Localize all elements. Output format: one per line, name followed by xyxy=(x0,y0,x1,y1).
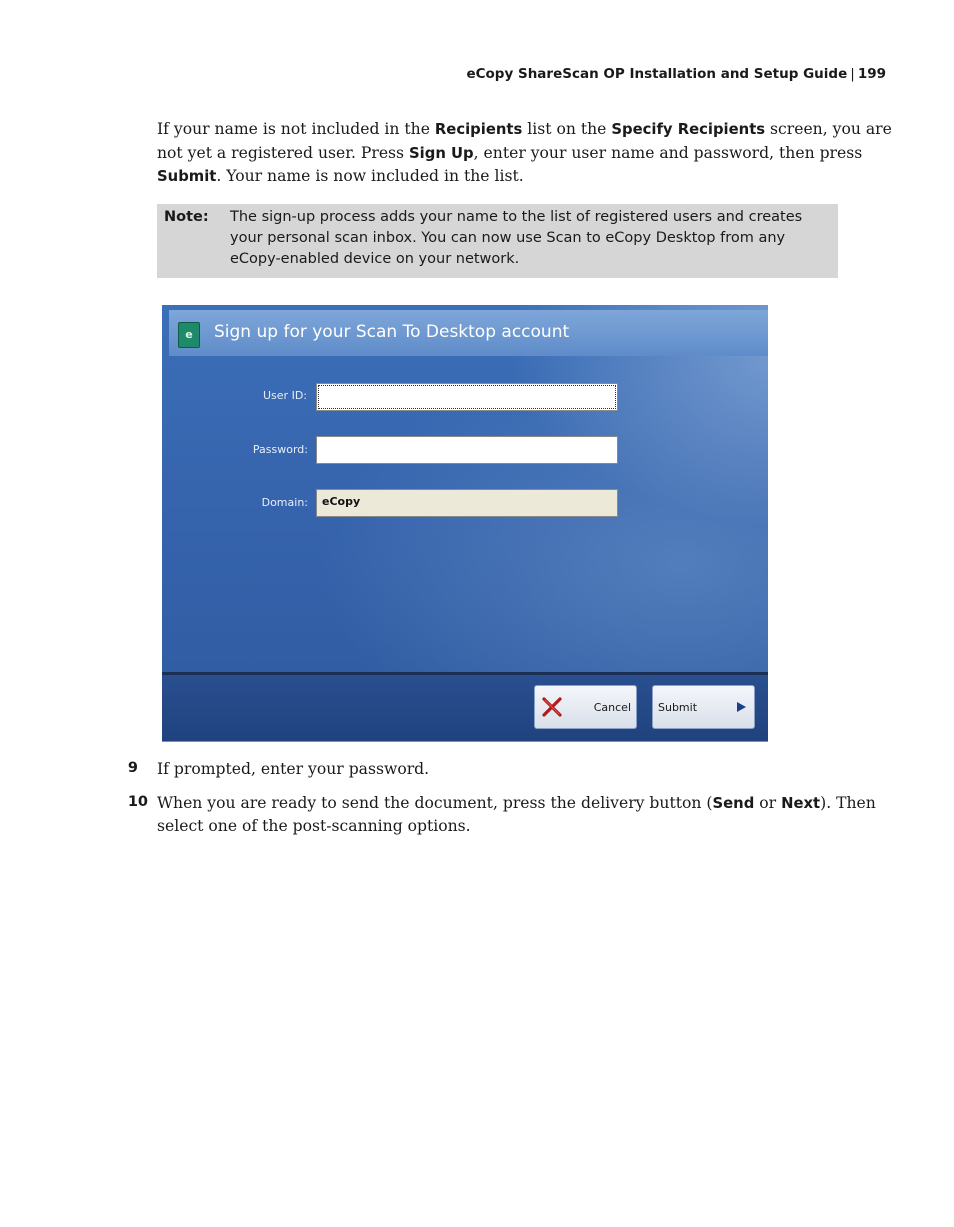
step-10-text: ). Then select one of the post-scanning options. xyxy=(157,794,876,835)
ecopy-app-icon xyxy=(178,322,200,348)
submit-button-label: Submit xyxy=(658,701,698,714)
intro-text: . Your name is now included in the list. xyxy=(216,167,524,185)
signup-screenshot xyxy=(162,305,768,742)
user-id-field[interactable] xyxy=(316,383,618,411)
dialog-titlebar xyxy=(169,310,768,356)
app-icon-letter: e xyxy=(185,328,193,341)
intro-bold-submit: Submit xyxy=(157,168,217,185)
intro-bold-sign-up: Sign Up xyxy=(409,144,474,162)
step-10-text: When you are ready to send the document, press the delivery button ( xyxy=(157,794,713,812)
intro-text: , enter your user name and password, then press xyxy=(473,143,863,162)
intro-text: If your name is not included in the xyxy=(157,120,435,138)
close-icon xyxy=(541,696,563,718)
step-number: 9 xyxy=(127,760,138,776)
page-number: 199 xyxy=(857,66,886,82)
step-10-text: or xyxy=(754,794,782,812)
password-field[interactable] xyxy=(316,436,618,464)
dialog-title: Sign up for your Scan To Desktop account xyxy=(214,322,570,342)
step-10-bold-next: Next xyxy=(781,795,821,812)
step-text xyxy=(157,792,887,838)
header-separator: | xyxy=(850,66,855,82)
submit-button[interactable] xyxy=(652,685,755,729)
intro-bold-specify-recipients: Specify Recipients xyxy=(611,121,766,138)
step-9-text: If prompted, enter your password. xyxy=(157,760,430,778)
running-header xyxy=(466,66,886,82)
note-box xyxy=(157,204,838,278)
intro-paragraph xyxy=(157,118,892,189)
domain-label: Domain: xyxy=(261,496,308,509)
note-label: Note: xyxy=(164,209,209,225)
step-number: 10 xyxy=(127,794,148,810)
intro-text: screen, you are not yet a registered user. Press xyxy=(157,120,892,162)
step-text xyxy=(157,758,887,781)
dialog-button-bar xyxy=(162,672,768,742)
password-label: Password: xyxy=(252,443,308,456)
intro-text: list on the xyxy=(522,120,612,138)
domain-field[interactable]: eCopy xyxy=(316,489,618,517)
step-10-bold-send: Send xyxy=(712,795,755,812)
cancel-button-label: Cancel xyxy=(593,701,631,714)
guide-title: eCopy ShareScan OP Installation and Setup Guide xyxy=(466,66,848,82)
intro-bold-recipients: Recipients xyxy=(434,121,523,138)
cancel-button[interactable] xyxy=(534,685,637,729)
user-id-label: User ID: xyxy=(263,389,307,402)
note-text: The sign-up process adds your name to the list of registered users and creates your personal scan inbox. You can now use Scan to eCopy Desktop from any eCopy-enabled device on your network. xyxy=(230,209,803,267)
play-arrow-icon xyxy=(737,702,746,712)
